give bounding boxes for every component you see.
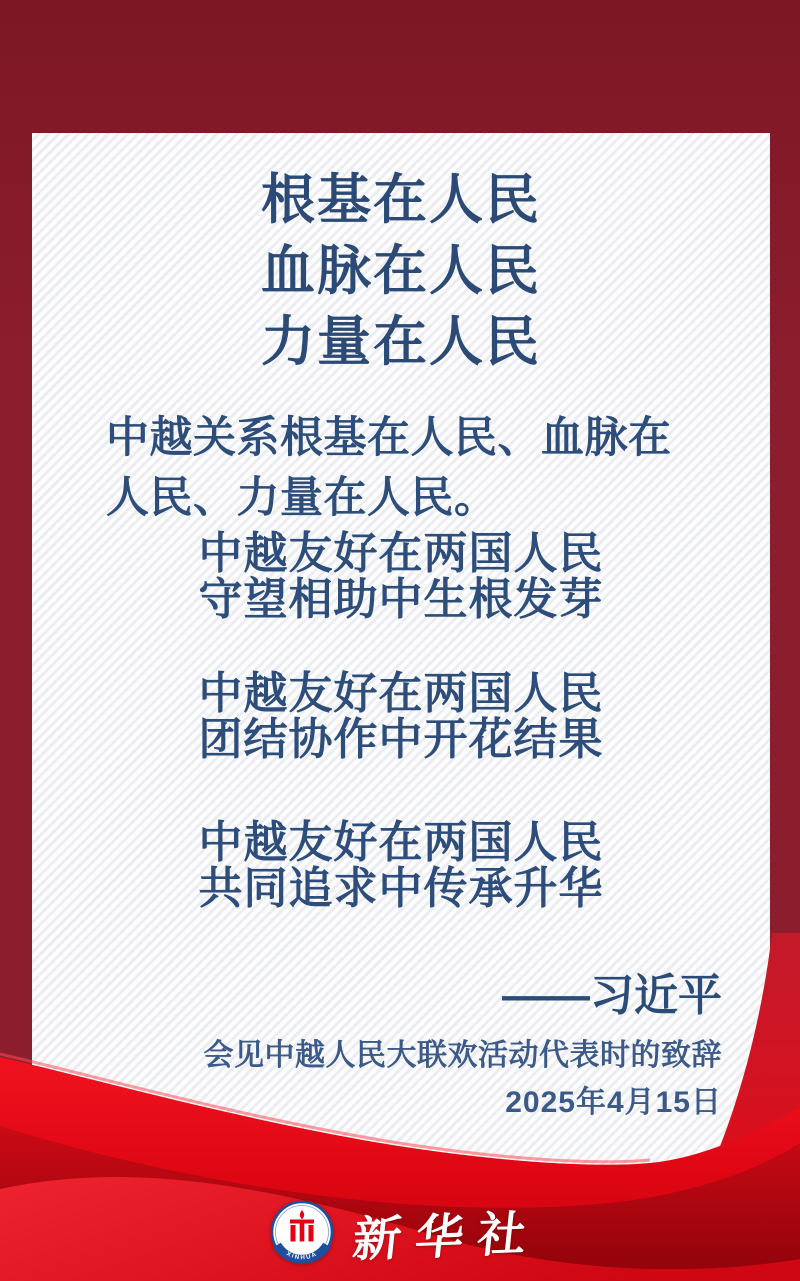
stanza-3-line-1: 中越友好在两国人民 [198,818,604,867]
quote-stanza-2 [32,671,770,763]
quote-stanza-1 [32,531,770,623]
stanza-3-line-2: 共同追求中传承升华 [198,864,604,913]
stanza-1-line-2: 守望相助中生根发芽 [198,575,604,624]
xinhua-emblem-text: XINHUA [285,1250,319,1262]
quote-paragraph: 中越关系根基在人民、血脉在人民、力量在人民。 [106,414,672,522]
stanza-1-line-1: 中越友好在两国人民 [198,529,604,578]
footer-brand [0,1192,800,1272]
quote-title [32,165,770,378]
brand-name: 新华社 [350,1205,543,1268]
quote-source: 会见中越人民大联欢活动代表时的致辞 [203,1039,722,1072]
stanza-2-line-2: 团结协作中开花结果 [198,715,604,764]
title-line-2: 血脉在人民 [261,241,541,301]
title-line-3: 力量在人民 [261,312,541,372]
title-line-1: 根基在人民 [261,170,541,230]
quote-date: 2025年4月15日 [505,1086,722,1119]
xinhua-emblem-icon [270,1200,334,1264]
quote-stanza-3 [32,820,770,912]
stanza-2-line-1: 中越友好在两国人民 [198,669,604,718]
quote-attribution: ——习近平 [502,971,722,1020]
